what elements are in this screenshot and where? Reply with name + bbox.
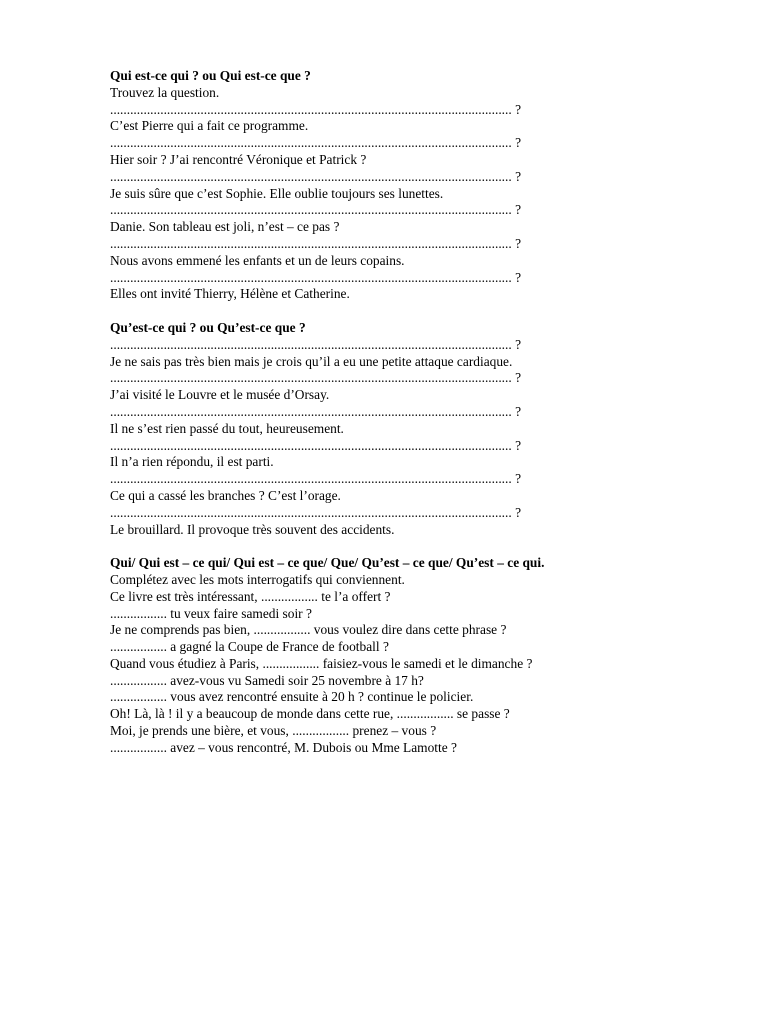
answer-blank: ........................................................................................................................ ? [110, 403, 522, 419]
section-interrogatifs [110, 555, 630, 757]
section-qu-est-ce [110, 320, 630, 538]
exercise-sentence: C’est Pierre qui a fait ce programme. [110, 118, 309, 134]
exercise-sentence: Hier soir ? J’ai rencontré Véronique et Patrick ? [110, 151, 367, 167]
fill-in-sentence: Quand vous étudiez à Paris, ................. faisiez-vous le samedi et le dimanche ? [110, 655, 533, 671]
fill-in-sentence: Oh! Là, là ! il y a beaucoup de monde dans cette rue, ................. se passe ? [110, 706, 510, 722]
answer-blank: ........................................................................................................................ ? [110, 101, 522, 117]
answer-blank: ........................................................................................................................ ? [110, 471, 522, 487]
section-heading: Qui est-ce qui ? ou Qui est-ce que ? [110, 68, 311, 83]
exercise-sentence: J’ai visité le Louvre et le musée d’Orsay. [110, 387, 330, 403]
answer-blank: ........................................................................................................................ ? [110, 437, 522, 453]
answer-blank: ........................................................................................................................ ? [110, 202, 522, 218]
answer-blank: ........................................................................................................................ ? [110, 269, 522, 285]
exercise-sentence: Il ne s’est rien passé du tout, heureusement. [110, 420, 344, 436]
worksheet-page [110, 68, 630, 773]
fill-in-sentence: ................. a gagné la Coupe de France de football ? [110, 639, 389, 655]
fill-in-sentence: ................. vous avez rencontré ensuite à 20 h ? continue le policier. [110, 689, 474, 705]
answer-blank: ........................................................................................................................ ? [110, 235, 522, 251]
exercise-sentence: Danie. Son tableau est joli, n’est – ce pas ? [110, 219, 340, 235]
section-heading: Qui/ Qui est – ce qui/ Qui est – ce que/ Que/ Qu’est – ce que/ Qu’est – ce qui. [110, 555, 545, 571]
section-instruction: Complétez avec les mots interrogatifs qui conviennent. [110, 571, 405, 587]
exercise-sentence: Je suis sûre que c’est Sophie. Elle oublie toujours ses lunettes. [110, 185, 444, 201]
answer-blank: ........................................................................................................................ ? [110, 135, 522, 151]
section-instruction: Trouvez la question. [110, 84, 220, 100]
answer-blank: ........................................................................................................................ ? [110, 370, 522, 386]
fill-in-sentence: Ce livre est très intéressant, ................. te l’a offert ? [110, 588, 391, 604]
fill-in-sentence: ................. avez – vous rencontré, M. Dubois ou Mme Lamotte ? [110, 739, 457, 755]
exercise-sentence: Le brouillard. Il provoque très souvent des accidents. [110, 521, 395, 537]
answer-blank: ........................................................................................................................ ? [110, 168, 522, 184]
section-qui-est-ce [110, 68, 630, 303]
fill-in-sentence: ................. tu veux faire samedi soir ? [110, 605, 312, 621]
exercise-sentence: Ce qui a cassé les branches ? C’est l’orage. [110, 487, 341, 503]
section-heading: Qu’est-ce qui ? ou Qu’est-ce que ? [110, 319, 306, 335]
fill-in-sentence: Je ne comprends pas bien, ................. vous voulez dire dans cette phrase ? [110, 622, 507, 638]
exercise-sentence: Elles ont invité Thierry, Hélène et Catherine. [110, 286, 350, 302]
exercise-sentence: Nous avons emmené les enfants et un de leurs copains. [110, 252, 405, 268]
answer-blank: ........................................................................................................................ ? [110, 336, 522, 352]
answer-blank: ........................................................................................................................ ? [110, 504, 522, 520]
exercise-sentence: Il n’a rien répondu, il est parti. [110, 454, 274, 470]
exercise-sentence: Je ne sais pas très bien mais je crois qu’il a eu une petite attaque cardiaque. [110, 353, 513, 369]
fill-in-sentence: ................. avez-vous vu Samedi soir 25 novembre à 17 h? [110, 672, 424, 688]
fill-in-sentence: Moi, je prends une bière, et vous, ................. prenez – vous ? [110, 723, 437, 739]
